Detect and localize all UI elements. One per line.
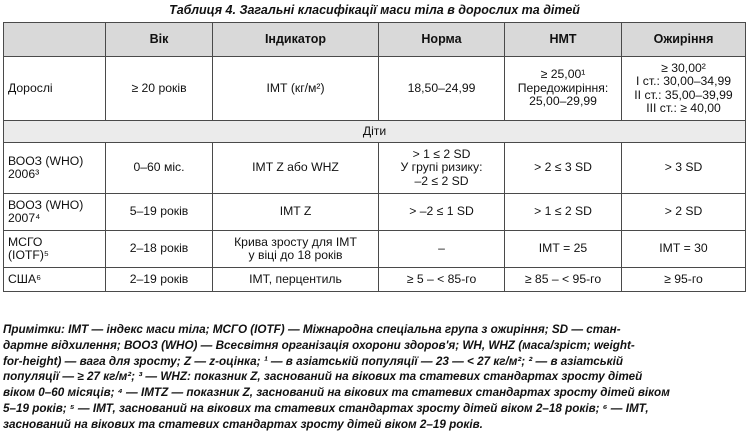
- section-label-children: Діти: [4, 121, 746, 143]
- cell-adults-indicator: ІМТ (кг/м²): [213, 57, 379, 121]
- nmt-line: Передожиріння:: [517, 80, 609, 95]
- cell-indicator: IMT Z: [213, 194, 379, 231]
- cell-age: 0–60 міс.: [106, 143, 213, 194]
- cell-adults-norm: 18,50–24,99: [379, 57, 505, 121]
- table-notes: [3, 322, 746, 433]
- table-row: [4, 231, 746, 268]
- org-line: (IOTF)⁵: [8, 248, 49, 262]
- table-row: [4, 194, 746, 231]
- header-cell-indicator: Індикатор: [213, 23, 379, 57]
- cell-nmt: > 2 ≤ 3 SD: [505, 143, 622, 194]
- org-line: МСГО: [8, 234, 43, 249]
- section-row-children: [4, 121, 746, 143]
- cell-age: 2–19 років: [106, 268, 213, 292]
- org-line: США⁶: [8, 271, 42, 286]
- cell-adults-age: ≥ 20 років: [106, 57, 213, 121]
- notes-line: популяції — ≥ 27 кг/м²; ³ — WHZ: показник Z, заснований на вікових та статевих стандартах зросту дітей: [3, 370, 643, 384]
- cell-obesity: > 2 SD: [622, 194, 746, 231]
- cell-nmt: > 1 ≤ 2 SD: [505, 194, 622, 231]
- table-row-adults: [4, 57, 746, 121]
- cell-norm: ≥ 5 – < 85-го: [379, 268, 505, 292]
- cell-norm: [379, 143, 505, 194]
- cell-norm: > –2 ≤ 1 SD: [379, 194, 505, 231]
- cell-org: [4, 194, 106, 231]
- org-line: ВООЗ (WHO): [8, 197, 84, 212]
- nmt-line: 25,00–29,99: [529, 94, 597, 109]
- cell-norm: –: [379, 231, 505, 268]
- header-cell-empty: [4, 23, 106, 57]
- notes-line: дартне відхилення; ВООЗ (WHO) — Всесвітня організація охорони здоров'я; WH, WHZ (маса/зріст; weight-: [3, 338, 635, 352]
- cell-adults-label: Дорослі: [4, 57, 106, 121]
- org-line: ВООЗ (WHO): [8, 153, 84, 168]
- notes-line: Примітки: ІМТ — індекс маси тіла; МСГО (IOTF) — Міжнародна спеціальна група з ожиріння; SD — стан-: [3, 323, 621, 336]
- cell-obesity: > 3 SD: [622, 143, 746, 194]
- table-row: [4, 143, 746, 194]
- header-cell-age: Вік: [106, 23, 213, 57]
- cell-obesity: ≥ 95-го: [622, 268, 746, 292]
- table-caption: Таблиця 4. Загальні класифікації маси тіла в дорослих та дітей: [169, 3, 580, 17]
- header-cell-obesity: Ожиріння: [622, 23, 746, 57]
- norm-line: –2 ≤ 2 SD: [414, 173, 469, 188]
- norm-line: > 1 ≤ 2 SD: [412, 146, 471, 161]
- table-row: [4, 268, 746, 292]
- cell-indicator: [213, 231, 379, 268]
- cell-adults-nmt: [505, 57, 622, 121]
- notes-line: віком 0–60 місяців; ⁴ — IMTZ — показник Z, заснований на вікових та статевих стандартах зросту дітей віком: [3, 386, 670, 400]
- cell-age: 2–18 років: [106, 231, 213, 268]
- indicator-line: у віці до 18 років: [248, 248, 343, 262]
- obesity-line: ≥ 30,00²: [661, 60, 706, 75]
- indicator-line: Крива зросту для ІМТ: [234, 234, 357, 249]
- header-cell-nmt: НМТ: [505, 23, 622, 57]
- notes-line: 5–19 років; ⁵ — ІМТ, заснований на вікових та статевих стандартах зросту дітей віком 2–18 років; ⁶ — ІМТ,: [3, 401, 649, 415]
- cell-nmt: ≥ 85 – < 95-го: [505, 268, 622, 292]
- obesity-line: І ст.: 30,00–34,99: [635, 74, 732, 88]
- org-line: 2007⁴: [8, 211, 41, 225]
- cell-indicator: IMT Z або WHZ: [213, 143, 379, 194]
- cell-obesity: ІМТ = 30: [622, 231, 746, 268]
- cell-indicator: ІМТ, перцентиль: [213, 268, 379, 292]
- cell-org: [4, 231, 106, 268]
- norm-line: У групі ризику:: [400, 160, 483, 175]
- cell-adults-obesity: [622, 57, 746, 121]
- cell-org: [4, 143, 106, 194]
- header-row: [4, 23, 746, 57]
- notes-line: заснований на вікових та статевих стандартах зросту дітей віком 2–19 років.: [3, 417, 483, 431]
- cell-nmt: ІМТ = 25: [505, 231, 622, 268]
- obesity-line: ІІ ст.: 35,00–39,99: [634, 87, 733, 102]
- obesity-line: ІІІ ст.: ≥ 40,00: [646, 101, 721, 115]
- nmt-line: ≥ 25,00¹: [540, 67, 586, 82]
- notes-line: for-height) — вага для зросту; Z — z-оцінка; ¹ — в азіатській популяції — 23 — < 27 кг/м²; ² — в азіатській: [3, 354, 623, 368]
- body-mass-classification-table: [3, 22, 746, 292]
- org-line: 2006³: [8, 167, 40, 181]
- header-cell-norm: Норма: [379, 23, 505, 57]
- cell-org: [4, 268, 106, 292]
- cell-age: 5–19 років: [106, 194, 213, 231]
